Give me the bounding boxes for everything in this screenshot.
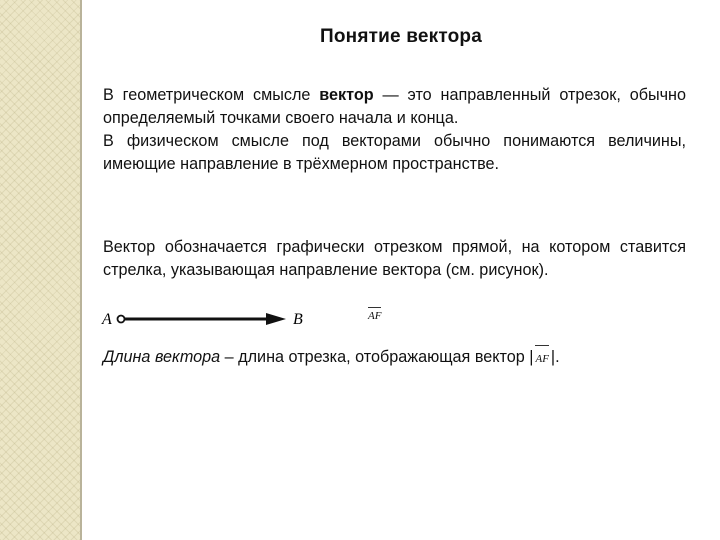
side-strip-border (80, 0, 82, 540)
abs-close: | (550, 348, 556, 366)
definition-paragraph (103, 84, 686, 176)
length-end: . (555, 348, 560, 366)
end-point-label: B (293, 311, 303, 328)
vector-notation-symbol (368, 310, 381, 322)
definition-text-after: — это направленный отрезок, обычно определяемый точками своего начала и конца. (103, 86, 686, 127)
vector-notation-text: AF (368, 310, 382, 322)
definition-term: вектор (319, 86, 374, 104)
slide-title: Понятие вектора (320, 26, 482, 47)
physics-definition-text: В физическом смысле под векторами обычно понимаются величины, имеющие направление в трёхмерном пространстве. (103, 132, 686, 173)
decorative-side-strip (0, 0, 80, 540)
length-term: Длина вектора (103, 348, 221, 366)
definition-text-before: В геометрическом смысле (103, 86, 320, 104)
arrowhead-icon (266, 313, 286, 325)
start-point-label: A (102, 311, 112, 328)
start-point-marker (118, 316, 125, 323)
abs-open: | (529, 348, 534, 366)
vector-figure (100, 300, 400, 334)
vector-arrow-diagram (100, 300, 400, 334)
length-text: – длина отрезка, отображающая вектор (220, 348, 530, 366)
inline-vector-overline (535, 345, 548, 346)
length-paragraph (103, 346, 703, 371)
notation-paragraph: Вектор обозначается графически отрезком прямой, на котором ставится стрелка, указывающая направление вектора (см. рисунок). (103, 238, 686, 279)
inline-vector-text: AF (535, 353, 549, 365)
inline-vector-symbol (535, 348, 548, 371)
vector-overline (368, 307, 381, 308)
